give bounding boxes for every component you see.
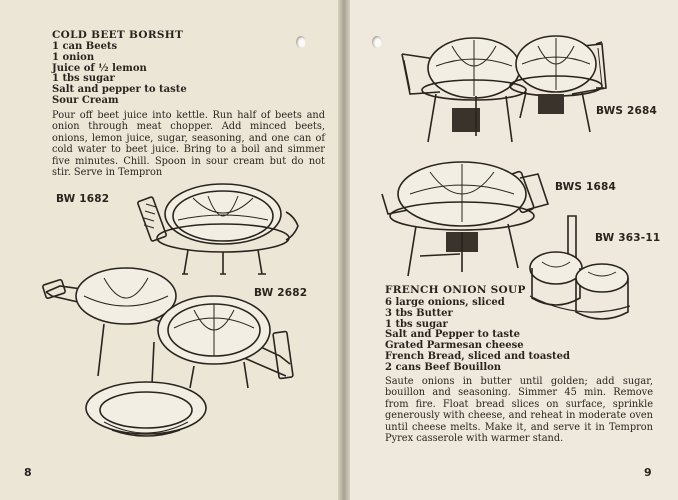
book-gutter xyxy=(338,0,350,500)
ingredient-item: French Bread, sliced and toasted xyxy=(385,350,570,362)
label-bw-363-11: BW 363-11 xyxy=(595,232,661,244)
ingredient-item: Salt and Pepper to taste xyxy=(385,329,521,341)
ingredient-item: 6 large onions, sliced xyxy=(385,297,505,308)
ingredient-item: 1 can Beets xyxy=(52,41,118,52)
bws-1684-server-illustration xyxy=(380,154,548,280)
punch-hole-right xyxy=(372,36,382,48)
page-number-left: 8 xyxy=(24,466,32,479)
label-bw-1682: BW 1682 xyxy=(56,193,110,205)
ingredient-item: 1 tbs sugar xyxy=(52,73,115,85)
onion-soup-recipe-title: FRENCH ONION SOUP xyxy=(385,284,526,296)
onion-soup-directions: Saute onions in butter until golden; add sugar, bouillon and seasoning. Simmer 45 min. Remove from fire. Float bread slices on surface, sprinkle generously with cheese, and reheat in moderate oven until cheese melts. Make it, and serve it in Tempron Pyrex casserole with warmer stand. xyxy=(385,376,653,445)
label-bw-2682: BW 2682 xyxy=(254,287,308,299)
borsht-ingredient-list xyxy=(52,42,187,107)
punch-hole-left xyxy=(296,36,306,48)
bws-2684-server-illustration xyxy=(396,30,610,148)
bw-plate-illustration xyxy=(82,378,210,444)
ingredient-item: Salt and pepper to taste xyxy=(52,84,187,96)
label-bws-2684: BWS 2684 xyxy=(596,105,658,117)
ingredient-item: Sour Cream xyxy=(52,94,119,106)
borsht-directions: Pour off beet juice into kettle. Run half of beets and onion through meat chopper. Add minced beets, onions, lemon juice, sugar, seasoning, and one can of cold water to beet juice. Bring to a boil and simmer five minutes. Chill. Spoon in sour cream but do not stir. Serve in Tempron xyxy=(52,110,325,179)
ingredient-item: 2 cans Beef Bouillon xyxy=(385,361,502,373)
label-bws-1684: BWS 1684 xyxy=(555,181,617,193)
ingredient-item: 3 tbs Butter xyxy=(385,307,453,319)
ingredient-item: 1 tbs sugar xyxy=(385,318,448,330)
ingredient-item: Juice of ½ lemon xyxy=(52,62,147,74)
bw-2682-server-illustration xyxy=(44,262,300,394)
ingredient-item: Grated Parmesan cheese xyxy=(385,340,524,352)
page-number-right: 9 xyxy=(644,466,652,479)
onion-soup-ingredient-list xyxy=(385,298,570,374)
borsht-recipe-title: COLD BEET BORSHT xyxy=(52,29,184,41)
ingredient-item: 1 onion xyxy=(52,51,95,63)
